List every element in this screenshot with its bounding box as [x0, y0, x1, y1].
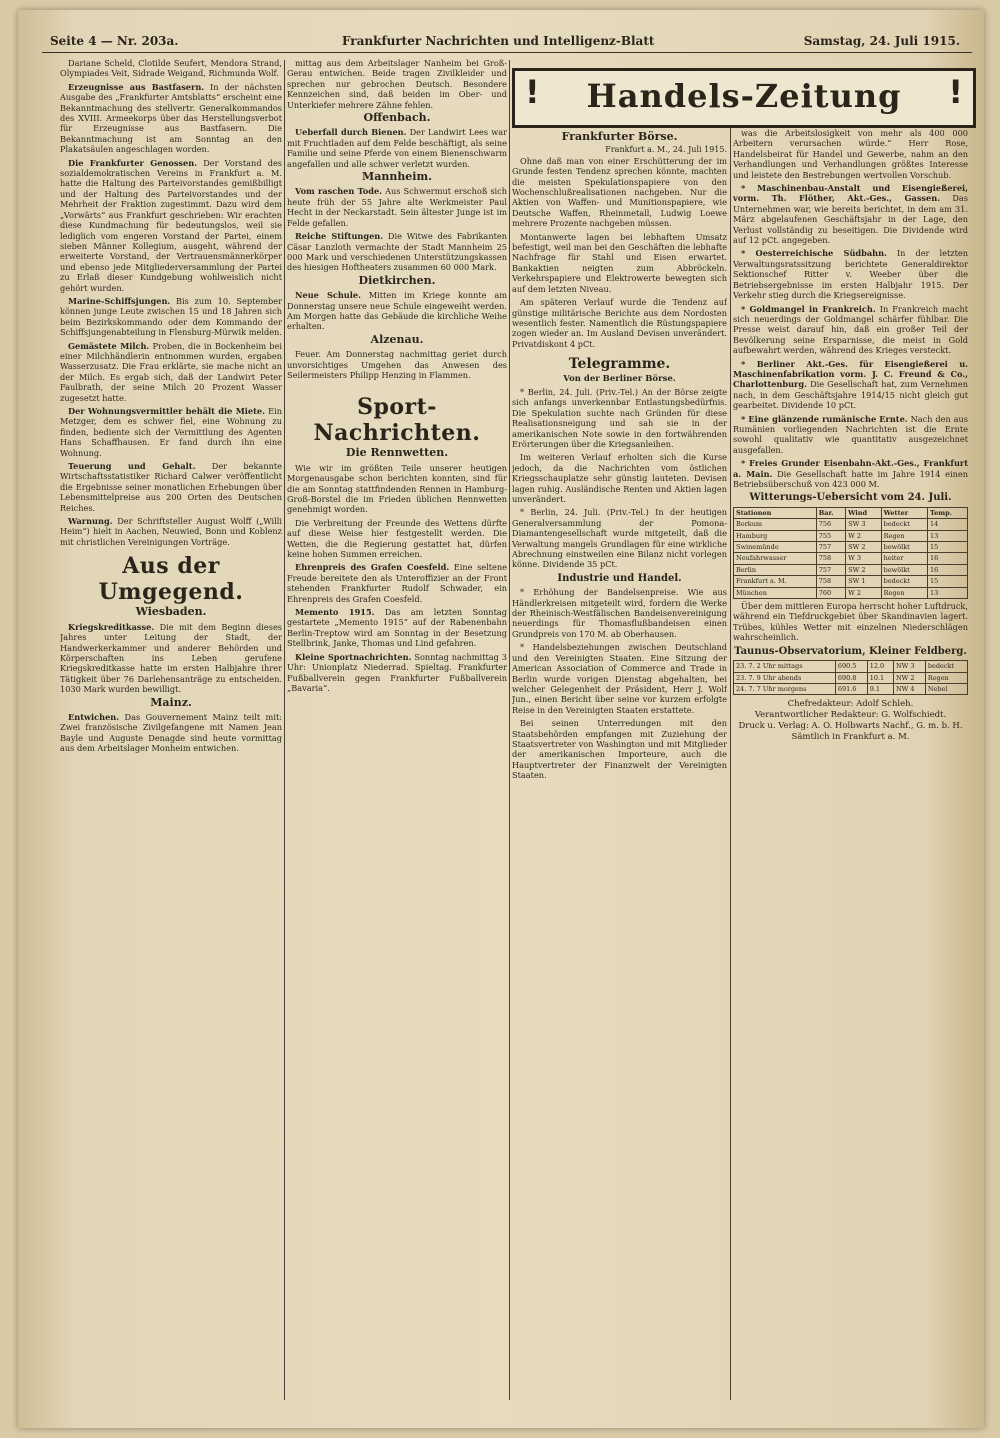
table-cell: bewölkt	[881, 542, 927, 553]
table-header-cell: Wind	[846, 507, 882, 518]
table-cell: bedeckt	[925, 661, 967, 672]
item-text: Im weiteren Verlauf erholten sich die Kurse jedoch, da die Nachrichten vom östlichen Kriegsschauplatze sehr günstig lauteten. Devisen lagen ruhig. Ausländische Renten und Aktien lagen unverändert.	[512, 452, 727, 504]
item-heading: Vom raschen Tode.	[295, 186, 383, 197]
page-header	[42, 30, 972, 53]
table-body	[734, 661, 968, 695]
item-text: Bis zum 10. September können junge Leute zwischen 15 und 18 Jahren sich beim Bezirkskommando oder dem Kommando der Schiffsjungenabteilung in Flensburg-Mürwik melden.	[60, 295, 282, 338]
imprint-line: Sämtlich in Frankfurt a. M.	[791, 732, 910, 743]
table-row	[734, 661, 968, 672]
table-cell: 10.1	[867, 672, 893, 683]
table-cell: 16	[928, 564, 968, 575]
item-text: Das Unternehmen war, wie bereits berichtet, in dem am 31. März abgelaufenen Geschäftsjahr in der Lage, den Verlust vollständig zu beseitigen. Die Dividende wird auf 12 pCt. angegeben.	[733, 193, 968, 246]
section-title-umgegend: Aus der Umgegend.	[98, 553, 244, 606]
item-heading: Gemästete Milch.	[68, 340, 150, 351]
item-heading: Entwichen.	[68, 711, 120, 722]
column-boerse	[512, 128, 727, 1398]
taunus-heading: Taunus-Observatorium, Kleiner Feldberg.	[734, 645, 967, 657]
table-cell: 15	[928, 576, 968, 587]
table-cell: 9.1	[867, 683, 893, 694]
item-heading: Reiche Stiftungen.	[295, 231, 384, 242]
place-heading: Dietkirchen.	[358, 273, 436, 287]
place-heading: Alzenau.	[370, 332, 424, 346]
item-text: Aus Schwermut erschoß sich heute früh der 55 Jahre alte Werkmeister Paul Hecht in der Neckarstadt. Sein ältester Junge ist im Felde gefallen.	[287, 186, 507, 228]
item-text: Sonntag nachmittag 3 Uhr: Unionplatz Niederrad. Spieltag. Frankfurter Fußballverein gegen Frankfurter Fußballverein „Bavaria“.	[287, 651, 507, 693]
item-heading: * Freies Grunder Eisenbahn-Akt.-Ges., Frankfurt a. Main.	[733, 458, 968, 479]
item-text: Der bekannte Wirtschaftsstatistiker Richard Calwer veröffentlicht die Ergebnisse seiner monatlichen Erhebungen über Lebensmittelpreise aus 200 Orten des Deutschen Reiches.	[60, 461, 282, 513]
section-title-handel: Handels-Zeitung	[586, 77, 902, 115]
table-row	[734, 672, 968, 683]
table-cell: SW 2	[846, 564, 882, 575]
table-cell: NW 4	[893, 683, 925, 694]
item-text: Feuer. Am Donnerstag nachmittag geriet durch unvorsichtiges Umgehen das Anwesen des Seilermeisters Philipp Henzing in Flammen.	[287, 349, 507, 380]
newspaper-title: Frankfurter Nachrichten und Intelligenz-Blatt	[342, 34, 655, 48]
table-cell: 14	[928, 519, 968, 530]
item-text: In Frankreich macht sich neuerdings der Goldmangel schärfer fühlbar. Die Presse weist darauf hin, daß ein großer Teil der Bevölkerung seine Ersparnisse, die meist in Gold aufbewahrt werden, während des Krieges versteckt.	[733, 303, 968, 356]
table-cell: 13	[928, 530, 968, 541]
item-heading: Erzeugnisse aus Bastfasern.	[68, 81, 205, 92]
item-text: Ein Metzger, dem es schwer fiel, eine Wohnung zu finden, bediente sich der Vermittlung des Agenten Hans Schaffhausen. Er fand durch ihn eine Wohnung.	[60, 406, 282, 458]
column-regional-sport	[287, 58, 507, 1398]
industrie-heading: Industrie und Handel.	[557, 572, 682, 584]
table-row	[734, 530, 968, 541]
table-cell: Hamburg	[734, 530, 817, 541]
item-heading: * Berliner Akt.-Ges. für Eisengießerei u. Maschinenfabrikation vorm. J. C. Freund & Co., Charlottenburg.	[733, 358, 968, 390]
table-cell: W 2	[846, 530, 882, 541]
table-cell: NW 3	[893, 661, 925, 672]
exclamation-mark: !	[948, 73, 963, 111]
item-heading: Die Frankfurter Genossen.	[68, 157, 198, 168]
item-text: Die Verbreitung der Freunde des Wettens dürfte auf diese Weise hier festgestellt werden. Die Wetten, die die Regierung gestattet hat, dürfen keine hohen Summen erreichen.	[287, 517, 507, 560]
table-cell: Neufahrwasser	[734, 553, 817, 564]
item-heading: Ueberfall durch Bienen.	[295, 127, 407, 138]
table-cell: 757	[816, 564, 845, 575]
taunus-table	[733, 660, 968, 695]
table-row	[734, 564, 968, 575]
table-cell: Frankfurt a. M.	[734, 576, 817, 587]
table-cell: 23. 7. 9 Uhr abends	[734, 672, 836, 683]
item-heading: Teuerung und Gehalt.	[68, 461, 196, 472]
table-header-cell: Stationen	[734, 507, 817, 518]
table-cell: Swinemünde	[734, 542, 817, 553]
column-rule	[730, 128, 731, 1400]
table-header-cell: Bar.	[816, 507, 845, 518]
imprint	[733, 699, 968, 743]
table-header-cell: Temp.	[928, 507, 968, 518]
table-cell: bedeckt	[881, 576, 927, 587]
telegramme-heading: Telegramme.	[568, 356, 671, 373]
table-cell: W 2	[846, 587, 882, 598]
table-cell: SW 2	[846, 542, 882, 553]
item-text: * Handelsbeziehungen zwischen Deutschland und den Vereinigten Staaten. Eine Sitzung der American Association of Commerce and Trade in Berlin wurde vorigen Dienstag abgehalten, bei welcher Gelegenheit der Präsident, Herr J. Wolf Jun., einen Bericht über seine vor kurzem erfolgte Reise in den Vereinigten Staaten erstattete.	[512, 642, 727, 715]
handels-zeitung-masthead	[512, 68, 976, 128]
table-cell: 23. 7. 2 Uhr mittags	[734, 661, 836, 672]
table-cell: heiter	[881, 553, 927, 564]
place-heading: Offenbach.	[363, 111, 431, 125]
table-header-row	[734, 507, 968, 518]
column-rule	[284, 60, 285, 1400]
weather-heading: Witterungs-Uebersicht vom 24. Juli.	[749, 492, 952, 504]
item-text: Der Landwirt Lees war mit Fruchtladen auf dem Felde beschäftigt, als seine Familie und seine Pferde von einem Bienenschwarm angefallen und alle schwer verletzt wurden.	[287, 127, 507, 169]
item-text: Der Schriftsteller August Wolff („Willi Heim“) hielt in Aachen, Neuwied, Bonn und Koblenz mit christlichen Vereinigungen Vorträge.	[60, 516, 282, 547]
item-text: Die Gesellschaft hat, zum Vernehmen nach, in dem Geschäftsjahre 1914/15 nicht gleich gut gearbeitet. Dividende 10 pCt.	[733, 379, 968, 411]
table-cell: 13	[928, 587, 968, 598]
column-local-news	[60, 58, 282, 1398]
table-body	[734, 519, 968, 599]
table-row	[734, 576, 968, 587]
item-text: Das Gouvernement Mainz teilt mit: Zwei französische Zivilgefangene mit Namen Jean Bayle und Auguste Denagde sind heute vormittag aus dem Arbeitslager Monheim entwichen.	[60, 711, 282, 754]
table-header-cell: Wetter	[881, 507, 927, 518]
name-list: Dariane Scheld, Clotilde Seufert, Mendora Strand, Olympiades Veit, Sidrade Weigand, Richmunda Wolf.	[60, 58, 282, 79]
item-text: Die Witwe des Fabrikanten Cäsar Lanzloth vermachte der Stadt Mannheim 25 000 Mark und verschiedenen Unterstützungskassen des hiesigen Hoftheaters zusammen 60 000 Mark.	[287, 231, 507, 273]
item-text: Proben, die in Bockenheim bei einer Milchhändlerin entnommen wurden, ergaben Wasserzusatz. Die Frau erklärte, sie mache nicht an der Milch. Es ergab sich, daß der Landwirt Peter Faulbrath, der seine Milch 20 Prozent Wasser zugesetzt hatte.	[60, 340, 282, 403]
table-cell: 12.0	[867, 661, 893, 672]
table-cell: 756	[816, 519, 845, 530]
table-cell: 758	[816, 576, 845, 587]
table-row	[734, 587, 968, 598]
table-row	[734, 519, 968, 530]
item-text: Nach den aus Rumänien vorliegenden Nachrichten ist die Ernte sowohl qualitativ wie quantitativ ausgezeichnet ausgefallen.	[733, 413, 968, 455]
column-handel	[733, 128, 968, 1398]
item-text: Die Gesellschaft hatte im Jahre 1914 einen Betriebsüberschuß von 423 000 M.	[733, 468, 968, 489]
item-text: Eine seltene Freude bereitete den als Unteroffizier an der Front stehenden Frankfurter Rudolf Schwader, ein Ehrenpreis des Grafen Coesfeld.	[287, 562, 507, 604]
table-cell: 760	[816, 587, 845, 598]
item-text: Ohne daß man von einer Erschütterung der im Grunde festen Tendenz sprechen könnte, machten die meisten Spekulationspapiere von den Wochenschlußrealisationen nachgeben. Nur die Aktien von Waffen- und Munitionspapiere, wie Deutsche Waffen, Rheinmetall, Ludwig Loewe mehrere Prozente nachgeben müssen.	[512, 155, 727, 229]
imprint-line: Chefredakteur: Adolf Schleh.	[787, 699, 914, 710]
item-text: Das am letzten Sonntag gestartete „Memento 1915“ auf der Rabenenbahn Berlin-Treptow wird am Sonntag in der Besetzung Stellbrink, Janke, Thomas und Lind gefahren.	[287, 607, 507, 649]
item-text: * Berlin, 24. Juli. (Priv.-Tel.) An der Börse zeigte sich anfangs unverkennbar Entlastungsbedürfnis. Die Spekulation suchte nach Gründen für diese Realisationsneigung und sah sie in der amerikanischen Note sowie in den fortwährenden Erörterungen über die Kriegsanleihen.	[512, 386, 727, 449]
item-text: In der letzten Verwaltungsratssitzung berichtete Generaldirektor Sektionschef Ritter v. Weeber über die Betriebsergebnisse im ersten Halbjahr 1915. Der Verkehr stieg durch die Kriegsereignisse.	[733, 248, 968, 301]
place-heading: Wiesbaden.	[135, 605, 207, 619]
weather-text: Über dem mittleren Europa herrscht hoher Luftdruck, während ein Tiefdruckgebiet über Skandinavien lagert. Trübes, kühles Wetter mit einzelnen Niederschlägen wahrscheinlich.	[733, 601, 968, 643]
table-row	[734, 683, 968, 694]
item-heading: Kleine Sportnachrichten.	[295, 651, 412, 662]
weather-table	[733, 507, 968, 599]
table-cell: 690.8	[835, 672, 867, 683]
table-cell: Borkum	[734, 519, 817, 530]
boerse-heading: Frankfurter Börse.	[561, 130, 678, 143]
table-cell: Regen	[925, 672, 967, 683]
item-text: Die mit dem Beginn dieses Jahres unter Leitung der Stadt, der Handwerkerkammer und anderer Behörden und Körperschaften ins Leben gerufene Kriegskreditkasse hatte im ersten Halbjahre ihrer Tätigkeit über 76 Darlehensanträge zu entscheiden. 1030 Mark wurden bewilligt.	[60, 621, 282, 695]
table-cell: 691.6	[835, 683, 867, 694]
dateline: Frankfurt a. M., 24. Juli 1915.	[605, 145, 727, 155]
item-text: Am späteren Verlauf wurde die Tendenz auf günstige militärische Berichte aus dem Nordosten wesentlich fester. Namentlich die Rüstungspapiere zogen wieder an. Im Ausland Devisen unverändert. Privatdiskont 4 pCt.	[512, 297, 727, 349]
table-row	[734, 542, 968, 553]
section-title-sport: Sport-Nachrichten.	[313, 394, 481, 447]
item-heading: * Maschinenbau-Anstalt und Eisengießerei, vorm. Th. Flöther, Akt.-Ges., Gassen.	[733, 183, 968, 204]
item-heading: * Oesterreichische Südbahn.	[741, 248, 887, 259]
item-text: Mitten im Kriege konnte am Donnerstag unsere neue Schule eingeweiht werden. Am Morgen hatte das Gebäude die kirchliche Weihe erhalten.	[287, 290, 507, 332]
item-text: Der Vorstand des sozialdemokratischen Vereins in Frankfurt a. M. hatte die Haltung des Parteivorstandes gemißbilligt und der Haltung des Parteivorstandes und der Mehrheit der Fraktion zugestimmt. Dazu wird dem „Vorwärts“ aus Frankfurt geschrieben: Wir erachten diese Kundmachung für bedeutungslos, weil sie lediglich vom engeren Vorstand der Partei, einem sieben Männer Kollegium, ausgeht, während der erweiterte Vorstand, der Vertrauensmännerkörper und ebenso jede Mitgliederversammlung der Partei zu Erlaß dieser Kundgebung wohlweislich nicht gehört wurden.	[60, 157, 282, 293]
table-cell: bewölkt	[881, 564, 927, 575]
item-heading: Ehrenpreis des Grafen Coesfeld.	[295, 562, 450, 573]
table-cell: 755	[816, 530, 845, 541]
item-text: Wie wir im größten Teile unserer heutigen Morgenausgabe schon berichten konnten, sind für die am Sonntag stattfindenden Rennen in Hamburg-Groß-Borstel die im Frieden üblichen Rennwetten genehmigt worden.	[287, 462, 507, 515]
table-cell: Regen	[881, 587, 927, 598]
issue-date: Samstag, 24. Juli 1915.	[803, 34, 960, 48]
item-heading: Der Wohnungsvermittler behält die Miete.	[68, 406, 265, 416]
table-cell: SW 1	[846, 576, 882, 587]
item-heading: * Eine glänzende rumänische Ernte.	[741, 413, 908, 424]
table-cell: W 3	[846, 553, 882, 564]
table-cell: Regen	[881, 530, 927, 541]
table-cell: SW 3	[846, 519, 882, 530]
berliner-boerse-heading: Von der Berliner Börse.	[563, 373, 676, 384]
item-text: was die Arbeitslosigkeit von mehr als 400 000 Arbeitern verursachen würde.“ Herr Rose, Handelsbeirat für Handel und Gewerbe, nahm an den Verhandlungen und Verhandlungen größtes Interesse und leistete den Bestrebungen wertvollen Vorschub.	[733, 128, 968, 180]
item-text: Bei seinen Unterredungen mit den Staatsbehörden empfangen mit Zuziehung der Staatsvertreter von Washington und mit Mitglieder der amerikanischen Importeure, auch die Hauptvertreter der Finanzwelt der Vereinigten Staaten.	[512, 718, 727, 781]
place-heading: Mannheim.	[362, 170, 432, 184]
item-text: * Berlin, 24. Juli. (Priv.-Tel.) In der heutigen Generalversammlung der Pomona-Diamantengesellschaft wurde mitgeteilt, daß die Verwaltung mangels Grundlagen für eine wirkliche Abrechnung einstweilen eine Bilanz nicht vorlegen könne. Dividende 35 pCt.	[512, 507, 727, 570]
item-text: mittag aus dem Arbeitslager Nanheim bei Groß-Gerau entwichen. Beide tragen Zivilkleider und sprechen nur gebrochen Deutsch. Besondere Kennzeichen sind, daß beiden im Ober- und Unterkiefer mehrere Zähne fehlen.	[287, 58, 507, 110]
table-cell: München	[734, 587, 817, 598]
table-cell: bedeckt	[881, 519, 927, 530]
table-cell: 757	[816, 542, 845, 553]
table-row	[734, 553, 968, 564]
item-heading: Warnung.	[68, 516, 113, 527]
item-heading: * Goldmangel in Frankreich.	[741, 303, 876, 314]
table-cell: NW 2	[893, 672, 925, 683]
table-cell: 24. 7. 7 Uhr morgens	[734, 683, 836, 694]
item-heading: Kriegskreditkasse.	[68, 621, 155, 632]
table-cell: Berlin	[734, 564, 817, 575]
exclamation-mark: !	[525, 73, 540, 111]
place-heading: Mainz.	[150, 695, 192, 709]
table-cell: 16	[928, 553, 968, 564]
table-cell: 15	[928, 542, 968, 553]
item-text: In der nächsten Ausgabe des „Frankfurter Amtsblatts“ erscheint eine Bekanntmachung des stellvertr. Generalkommandos des XVIII. Armeekorps über das Herstellungsverbot für Erzeugnisse aus Bastfasern. Die Bekanntmachung ist am Sonntag an den Plakatsäulen angeschlagen worden.	[60, 81, 282, 155]
item-heading: Memento 1915.	[295, 607, 375, 618]
imprint-line: Verantwortlicher Redakteur: G. Wolfschiedt.	[754, 710, 947, 721]
table-cell: 758	[816, 553, 845, 564]
sport-subheading: Die Rennwetten.	[345, 446, 449, 460]
item-heading: Marine-Schiffsjungen.	[68, 295, 171, 306]
page-number: Seite 4 — Nr. 203a.	[50, 34, 179, 48]
table-cell: 690.5	[835, 661, 867, 672]
imprint-line: Druck u. Verlag: A. O. Holbwarts Nachf., G. m. b. H.	[738, 721, 963, 732]
table-cell: Nebel	[925, 683, 967, 694]
item-heading: Neue Schule.	[295, 290, 361, 301]
item-text: * Erhöhung der Bandelsenpreise. Wie aus Händlerkreisen mitgeteilt wird, fordern die Werke der Rheinisch-Westfälischen Bandeisenvereinigung neuerdings für Thomasflußbandeisen einen Grundpreis von 170 M. ab Oberhausen.	[512, 587, 727, 639]
item-text: Montanwerte lagen bei lebhaftem Umsatz befestigt, weil man bei den Geschäften die lebhafte Nachfrage für Stahl und Eisen erwartet. Bankaktien neigten zum Abbröckeln. Verkehrspapiere und Elektrowerte bewegten sich auf dem letzten Niveau.	[512, 231, 727, 294]
column-rule	[509, 60, 510, 1400]
